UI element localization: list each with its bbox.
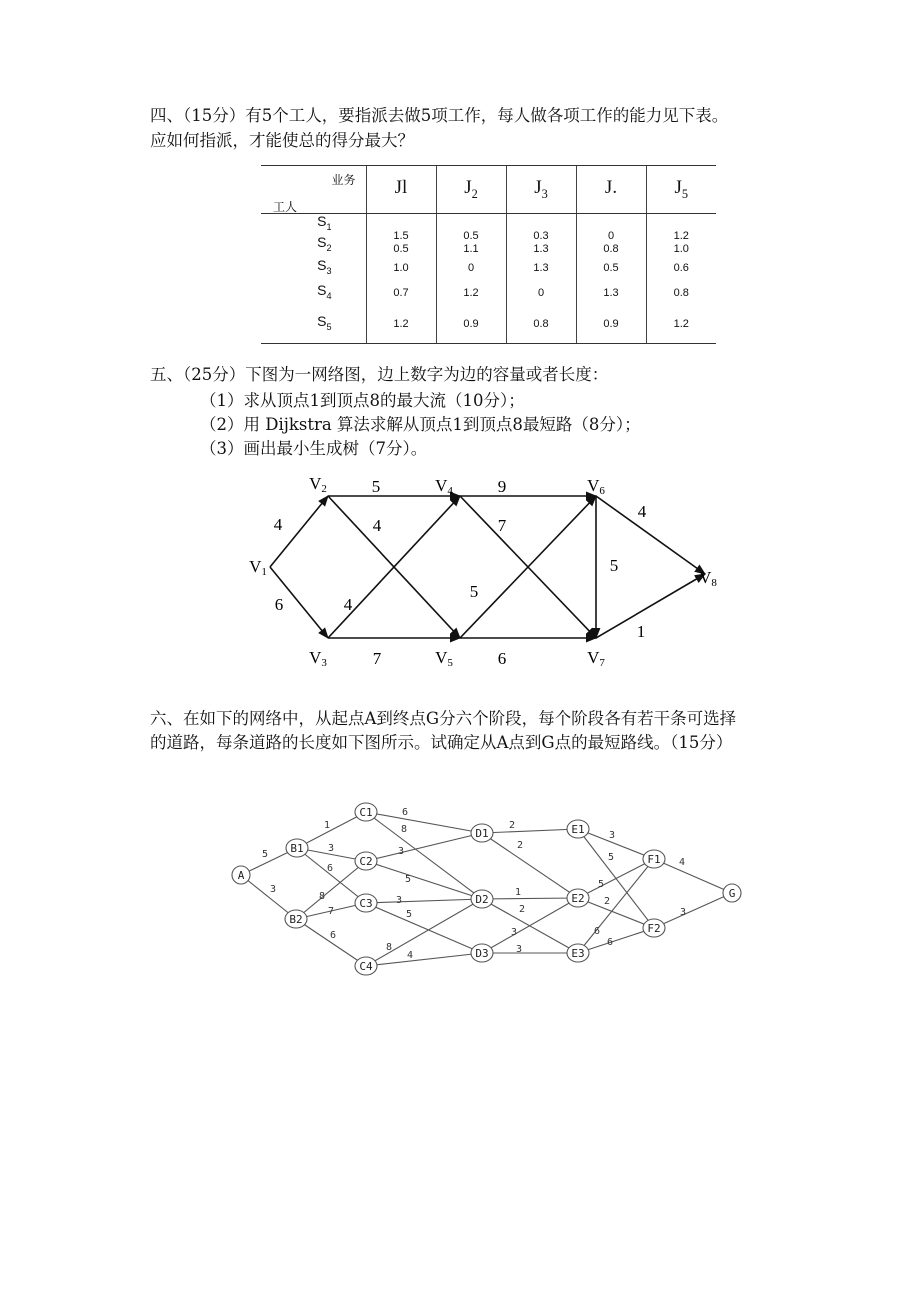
edge-weight: 4 — [637, 502, 647, 521]
edge-weight: 7 — [497, 516, 507, 535]
edge-c2-d2 — [366, 861, 482, 899]
edge-c4-d3 — [366, 953, 482, 966]
edge-weight: 6 — [401, 807, 409, 818]
q4-line1: 四、（15分）有5个工人，要指派去做5项工作，每人做各项工作的能力见下表。 — [150, 106, 729, 125]
node-label: F1 — [647, 853, 661, 866]
corner-label-worker: 工人 — [273, 200, 298, 214]
edge-weight: 8 — [318, 891, 326, 902]
edge-weight: 4 — [343, 595, 353, 614]
edge-weight: 7 — [327, 906, 335, 917]
worker-label: $S_3$ — [317, 257, 332, 276]
job-header: Jl — [366, 166, 436, 214]
edge-c1-d2 — [366, 812, 482, 899]
edge-weight: 3 — [515, 944, 523, 955]
edge-weight: 2 — [516, 840, 524, 851]
edge-weight: 6 — [606, 937, 614, 948]
edge-b2-c4 — [296, 919, 366, 966]
worker-label: $S_5$ — [261, 306, 366, 344]
node-label: C3 — [359, 897, 373, 910]
edge-d2-e2 — [482, 898, 578, 899]
table-cell: 1.3 — [576, 282, 646, 306]
table-cell: 0.5 1.1 — [436, 214, 506, 256]
edge-weight: 3 — [510, 927, 518, 938]
edge-weight: 5 — [597, 879, 605, 890]
edge-d1-e1 — [482, 829, 578, 833]
edge-c3-d3 — [366, 903, 482, 953]
edge-f1-g — [654, 859, 732, 893]
table-cell: 0.8 — [646, 282, 716, 306]
node-label: C4 — [359, 960, 373, 973]
table-cell: 0.3 1.3 — [506, 214, 576, 256]
node-label-v6: V6 — [587, 476, 605, 497]
node-label: D3 — [475, 947, 489, 960]
node-label-v5: V5 — [435, 648, 453, 669]
table-cell: 0 0.8 — [576, 214, 646, 256]
edge-c4-d2 — [366, 899, 482, 966]
edge-weight: 2 — [518, 904, 526, 915]
worker-label: $S_1$ $S_2$ — [317, 213, 332, 253]
edge-weight: 5 — [607, 852, 615, 863]
edge-weight: 3 — [395, 895, 403, 906]
q5-item-2: （2）用 Dijkstra 算法求解从顶点1到顶点8最短路（8分）； — [200, 415, 641, 434]
node-label-v1: V1 — [249, 557, 267, 578]
table-cell: 1.2 1.0 — [646, 214, 716, 256]
edge-weight: 6 — [329, 930, 337, 941]
edge-weight: 1 — [323, 820, 331, 831]
node-label: D1 — [475, 827, 489, 840]
edge-weight: 2 — [508, 820, 516, 831]
edge-weight: 5 — [404, 874, 412, 885]
q6-line2: 的道路，每条道路的长度如下图所示。试确定从A点到G点的最短路线。（15分） — [150, 733, 733, 752]
edge-weight: 4 — [406, 950, 414, 961]
node-label-v8: V8 — [699, 568, 717, 589]
table-cell: 0.6 — [646, 256, 716, 282]
node-label: C2 — [359, 855, 373, 868]
q5-item-3: （3）画出最小生成树（7分）。 — [200, 439, 428, 458]
q5-item-1: （1）求从顶点1到顶点8的最大流（10分）； — [200, 391, 525, 410]
table-cell: 0 — [436, 256, 506, 282]
table-cell: 0 — [506, 282, 576, 306]
edge-weight: 8 — [385, 942, 393, 953]
edge-weight: 4 — [273, 515, 283, 534]
q5-line1: 五、（25分）下图为一网络图，边上数字为边的容量或者长度： — [150, 365, 609, 384]
edge-weight: 1 — [514, 887, 522, 898]
edge-weight: 4 — [678, 857, 686, 868]
edge-b1-c3 — [297, 848, 366, 903]
edge-f2-g — [654, 893, 732, 928]
edge-weight: 6 — [274, 595, 284, 614]
node-label: F2 — [647, 922, 661, 935]
job-header: $J_3$ — [506, 166, 576, 214]
edge-weight: 3 — [327, 843, 335, 854]
node-label: E3 — [571, 947, 585, 960]
table-cell: 1.2 — [366, 306, 436, 344]
edge-weight: 5 — [371, 477, 381, 496]
job-header: $J_2$ — [436, 166, 506, 214]
edge-weight: 5 — [405, 909, 413, 920]
node-label: E2 — [571, 892, 585, 905]
edge-weight: 5 — [609, 556, 619, 575]
job-header: J. — [576, 166, 646, 214]
edge-d1-e2 — [482, 833, 578, 898]
table-cell: 0.9 — [436, 306, 506, 344]
edge-weight: 8 — [400, 824, 408, 835]
edge-weight: 3 — [608, 830, 616, 841]
node-label: B2 — [289, 913, 303, 926]
node-label: G — [728, 887, 736, 900]
table-cell: 0.5 — [576, 256, 646, 282]
edge-weight: 5 — [261, 849, 269, 860]
q4-line2: 应如何指派，才能使总的得分最大？ — [150, 131, 414, 150]
q6-line1: 六、在如下的网络中，从起点A到终点G分六个阶段，每个阶段各有若干条可选择 — [150, 709, 737, 728]
node-label-v2: V2 — [309, 474, 327, 495]
node-label: E1 — [571, 823, 585, 836]
node-label-v3: V3 — [309, 648, 327, 669]
worker-label: $S_4$ — [317, 282, 332, 301]
table-cell: 1.2 — [436, 282, 506, 306]
corner-label-job: 业务 — [331, 173, 356, 187]
edge-weight: 7 — [372, 649, 382, 668]
node-label: A — [237, 869, 245, 882]
table-cell: 1.0 — [366, 256, 436, 282]
edge-weight: 9 — [497, 477, 507, 496]
edge-weight: 6 — [593, 926, 601, 937]
table-cell: 1.5 0.5 — [366, 214, 436, 256]
edge-weight: 6 — [326, 863, 334, 874]
edge-e3-f1 — [578, 859, 654, 953]
job-header: $J_5$ — [646, 166, 716, 214]
table-cell: 0.7 — [366, 282, 436, 306]
edge-e3-f2 — [578, 928, 654, 953]
table-cell: 0.8 — [506, 306, 576, 344]
edge-weight: 3 — [397, 846, 405, 857]
table-cell: 0.9 — [576, 306, 646, 344]
table-cell: 1.2 — [646, 306, 716, 344]
edge-weight: 4 — [372, 516, 382, 535]
edge-weight: 5 — [469, 582, 479, 601]
edge-weight: 2 — [603, 896, 611, 907]
edge-c2-d1 — [366, 833, 482, 861]
edge-e2-f1 — [578, 859, 654, 898]
edge-c1-d1 — [366, 812, 482, 833]
node-label: B1 — [290, 842, 304, 855]
edge-weight: 3 — [269, 884, 277, 895]
edge-weight: 3 — [679, 907, 687, 918]
node-label-v4: V4 — [435, 476, 453, 497]
table-cell: 1.3 — [506, 256, 576, 282]
edge-weight: 6 — [497, 649, 507, 668]
edge-weight: 1 — [636, 622, 646, 641]
node-label: C1 — [359, 806, 373, 819]
node-label-v7: V7 — [587, 648, 605, 669]
edge-c3-d2 — [366, 899, 482, 903]
node-label: D2 — [475, 893, 489, 906]
